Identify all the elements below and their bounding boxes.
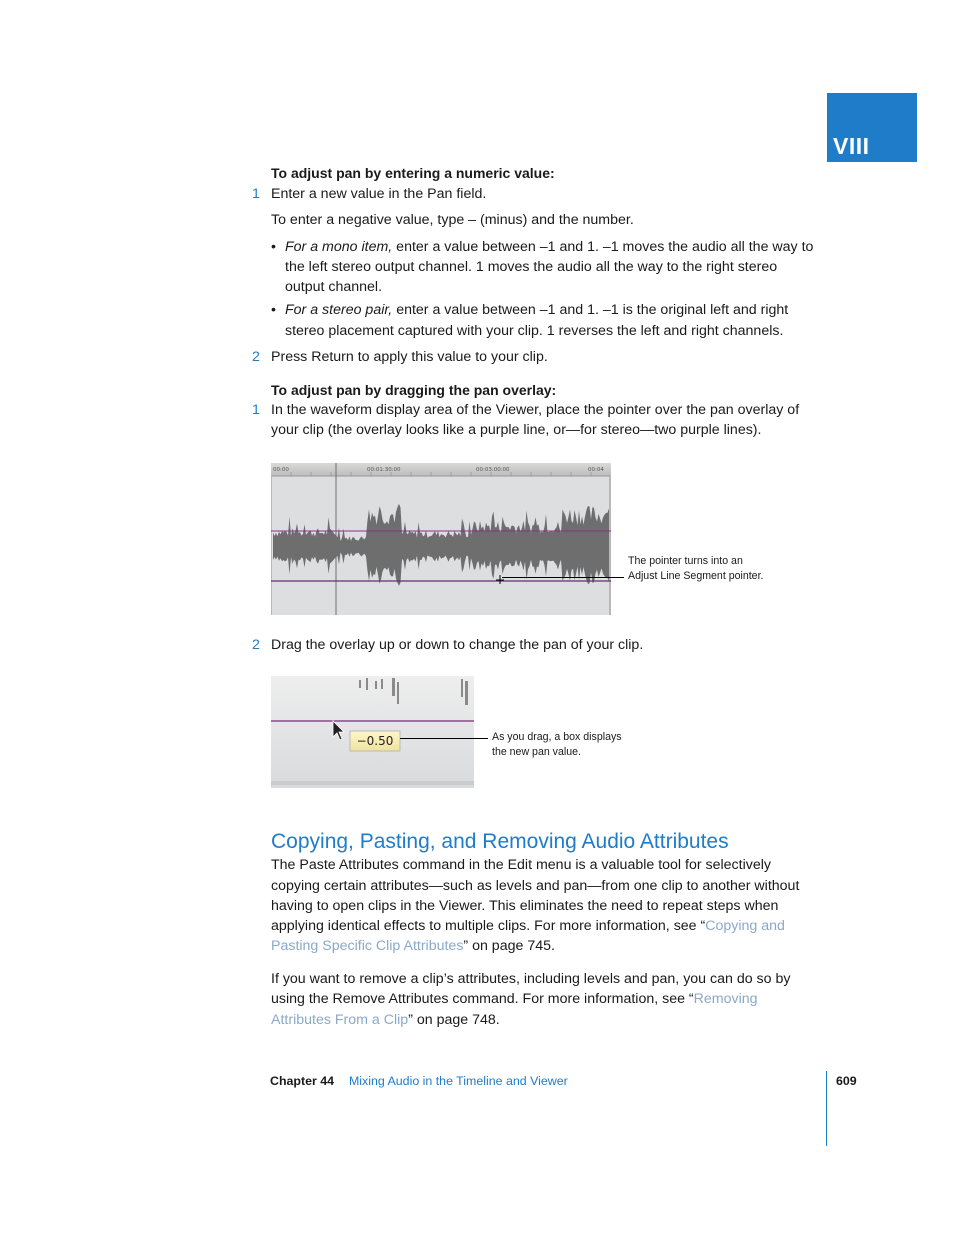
- step-text: Enter a new value in the Pan field.: [271, 186, 487, 202]
- cross-reference-link[interactable]: Copying and: [705, 918, 785, 934]
- cross-reference-link[interactable]: Pasting Specific Clip Attributes: [271, 938, 464, 954]
- bullet-text: stereo placement captured with your clip. 1 reverses the left and right channels.: [285, 323, 784, 339]
- caption-line: As you drag, a box displays: [492, 731, 622, 743]
- page-number: 609: [836, 1074, 857, 1088]
- ruler-label: 00:03:00:00: [476, 467, 510, 473]
- pan-drag-image: [271, 676, 474, 788]
- paragraph-line: If you want to remove a clip’s attributes, including levels and pan, you can do so by: [271, 971, 791, 987]
- part-tab: [827, 93, 917, 162]
- paragraph-text: using the Remove Attributes command. For more information, see “: [271, 991, 694, 1007]
- paragraph-line: The Paste Attributes command in the Edit menu is a valuable tool for selectively: [271, 857, 771, 873]
- step-note: To enter a negative value, type – (minus) and the number.: [271, 212, 634, 228]
- caption-line: the new pan value.: [492, 746, 581, 758]
- waveform-screenshot: [271, 463, 611, 615]
- pan-value-box: −0.50: [356, 734, 394, 748]
- cross-reference-link[interactable]: Removing: [693, 991, 758, 1007]
- callout-leader: [400, 738, 488, 739]
- step-text: Drag the overlay up or down to change the pan of your clip.: [271, 637, 644, 653]
- bullet-text: enter a value between –1 and 1. –1 is the original left and right: [392, 302, 789, 318]
- bullet-symbol: •: [271, 302, 276, 318]
- paragraph-line: [271, 936, 555, 956]
- bullet-item-mono: [285, 237, 813, 257]
- bullet-item-stereo: [285, 300, 788, 320]
- paragraph-line: having to open clips in the Viewer. This eliminates the need to repeat steps when: [271, 898, 779, 914]
- procedure2-heading: To adjust pan by dragging the pan overlay:: [271, 382, 557, 398]
- step-text: In the waveform display area of the Viewer, place the pointer over the pan overlay of: [271, 402, 800, 418]
- chapter-label: Chapter 44: [270, 1074, 335, 1088]
- part-tab-label: VIII: [833, 133, 870, 159]
- step-number: 2: [252, 349, 260, 365]
- step-number: 1: [252, 402, 260, 418]
- cross-reference-link[interactable]: Attributes From a Clip: [271, 1012, 409, 1028]
- step-number: 1: [252, 186, 260, 202]
- bullet-lead: For a mono item,: [285, 239, 393, 255]
- paragraph-line: copying certain attributes—such as levels and pan—from one clip to another without: [271, 878, 800, 894]
- page-footer: [270, 1073, 568, 1089]
- procedure1-heading: To adjust pan by entering a numeric value:: [271, 165, 555, 181]
- waveform-image: [271, 463, 611, 615]
- chapter-title: Mixing Audio in the Timeline and Viewer: [348, 1074, 568, 1088]
- ruler-label: 00:04: [588, 467, 604, 473]
- figure-caption: [492, 730, 622, 760]
- pan-drag-screenshot: [271, 676, 474, 788]
- step-text: your clip (the overlay looks like a purple line, or—for stereo—two purple lines).: [271, 422, 762, 438]
- paragraph-text: applying identical effects to multiple clips. For more information, see “: [271, 918, 706, 934]
- paragraph-text: ” on page 748.: [408, 1012, 500, 1028]
- footer-divider: [826, 1071, 827, 1146]
- section-title: Copying, Pasting, and Removing Audio Attributes: [271, 830, 729, 853]
- callout-leader: [502, 577, 624, 578]
- paragraph-line: [271, 989, 758, 1009]
- ruler-label: 00:01:30:00: [367, 467, 401, 473]
- ruler-label: 00:00: [273, 467, 289, 473]
- step-number: 2: [252, 637, 260, 653]
- bullet-symbol: •: [271, 239, 276, 255]
- caption-line: The pointer turns into an: [628, 555, 743, 567]
- step-text: Press Return to apply this value to your clip.: [271, 349, 548, 365]
- bullet-text: enter a value between –1 and 1. –1 moves the audio all the way to: [392, 239, 814, 255]
- paragraph-line: [271, 1010, 500, 1030]
- paragraph-line: [271, 916, 785, 936]
- paragraph-text: ” on page 745.: [463, 938, 555, 954]
- bullet-lead: For a stereo pair,: [285, 302, 393, 318]
- bullet-text: output channel.: [285, 279, 383, 295]
- bullet-text: the left stereo output channel. 1 moves the audio all the way to the right stereo: [285, 259, 778, 275]
- caption-line: Adjust Line Segment pointer.: [628, 570, 764, 582]
- figure-caption: [628, 554, 763, 584]
